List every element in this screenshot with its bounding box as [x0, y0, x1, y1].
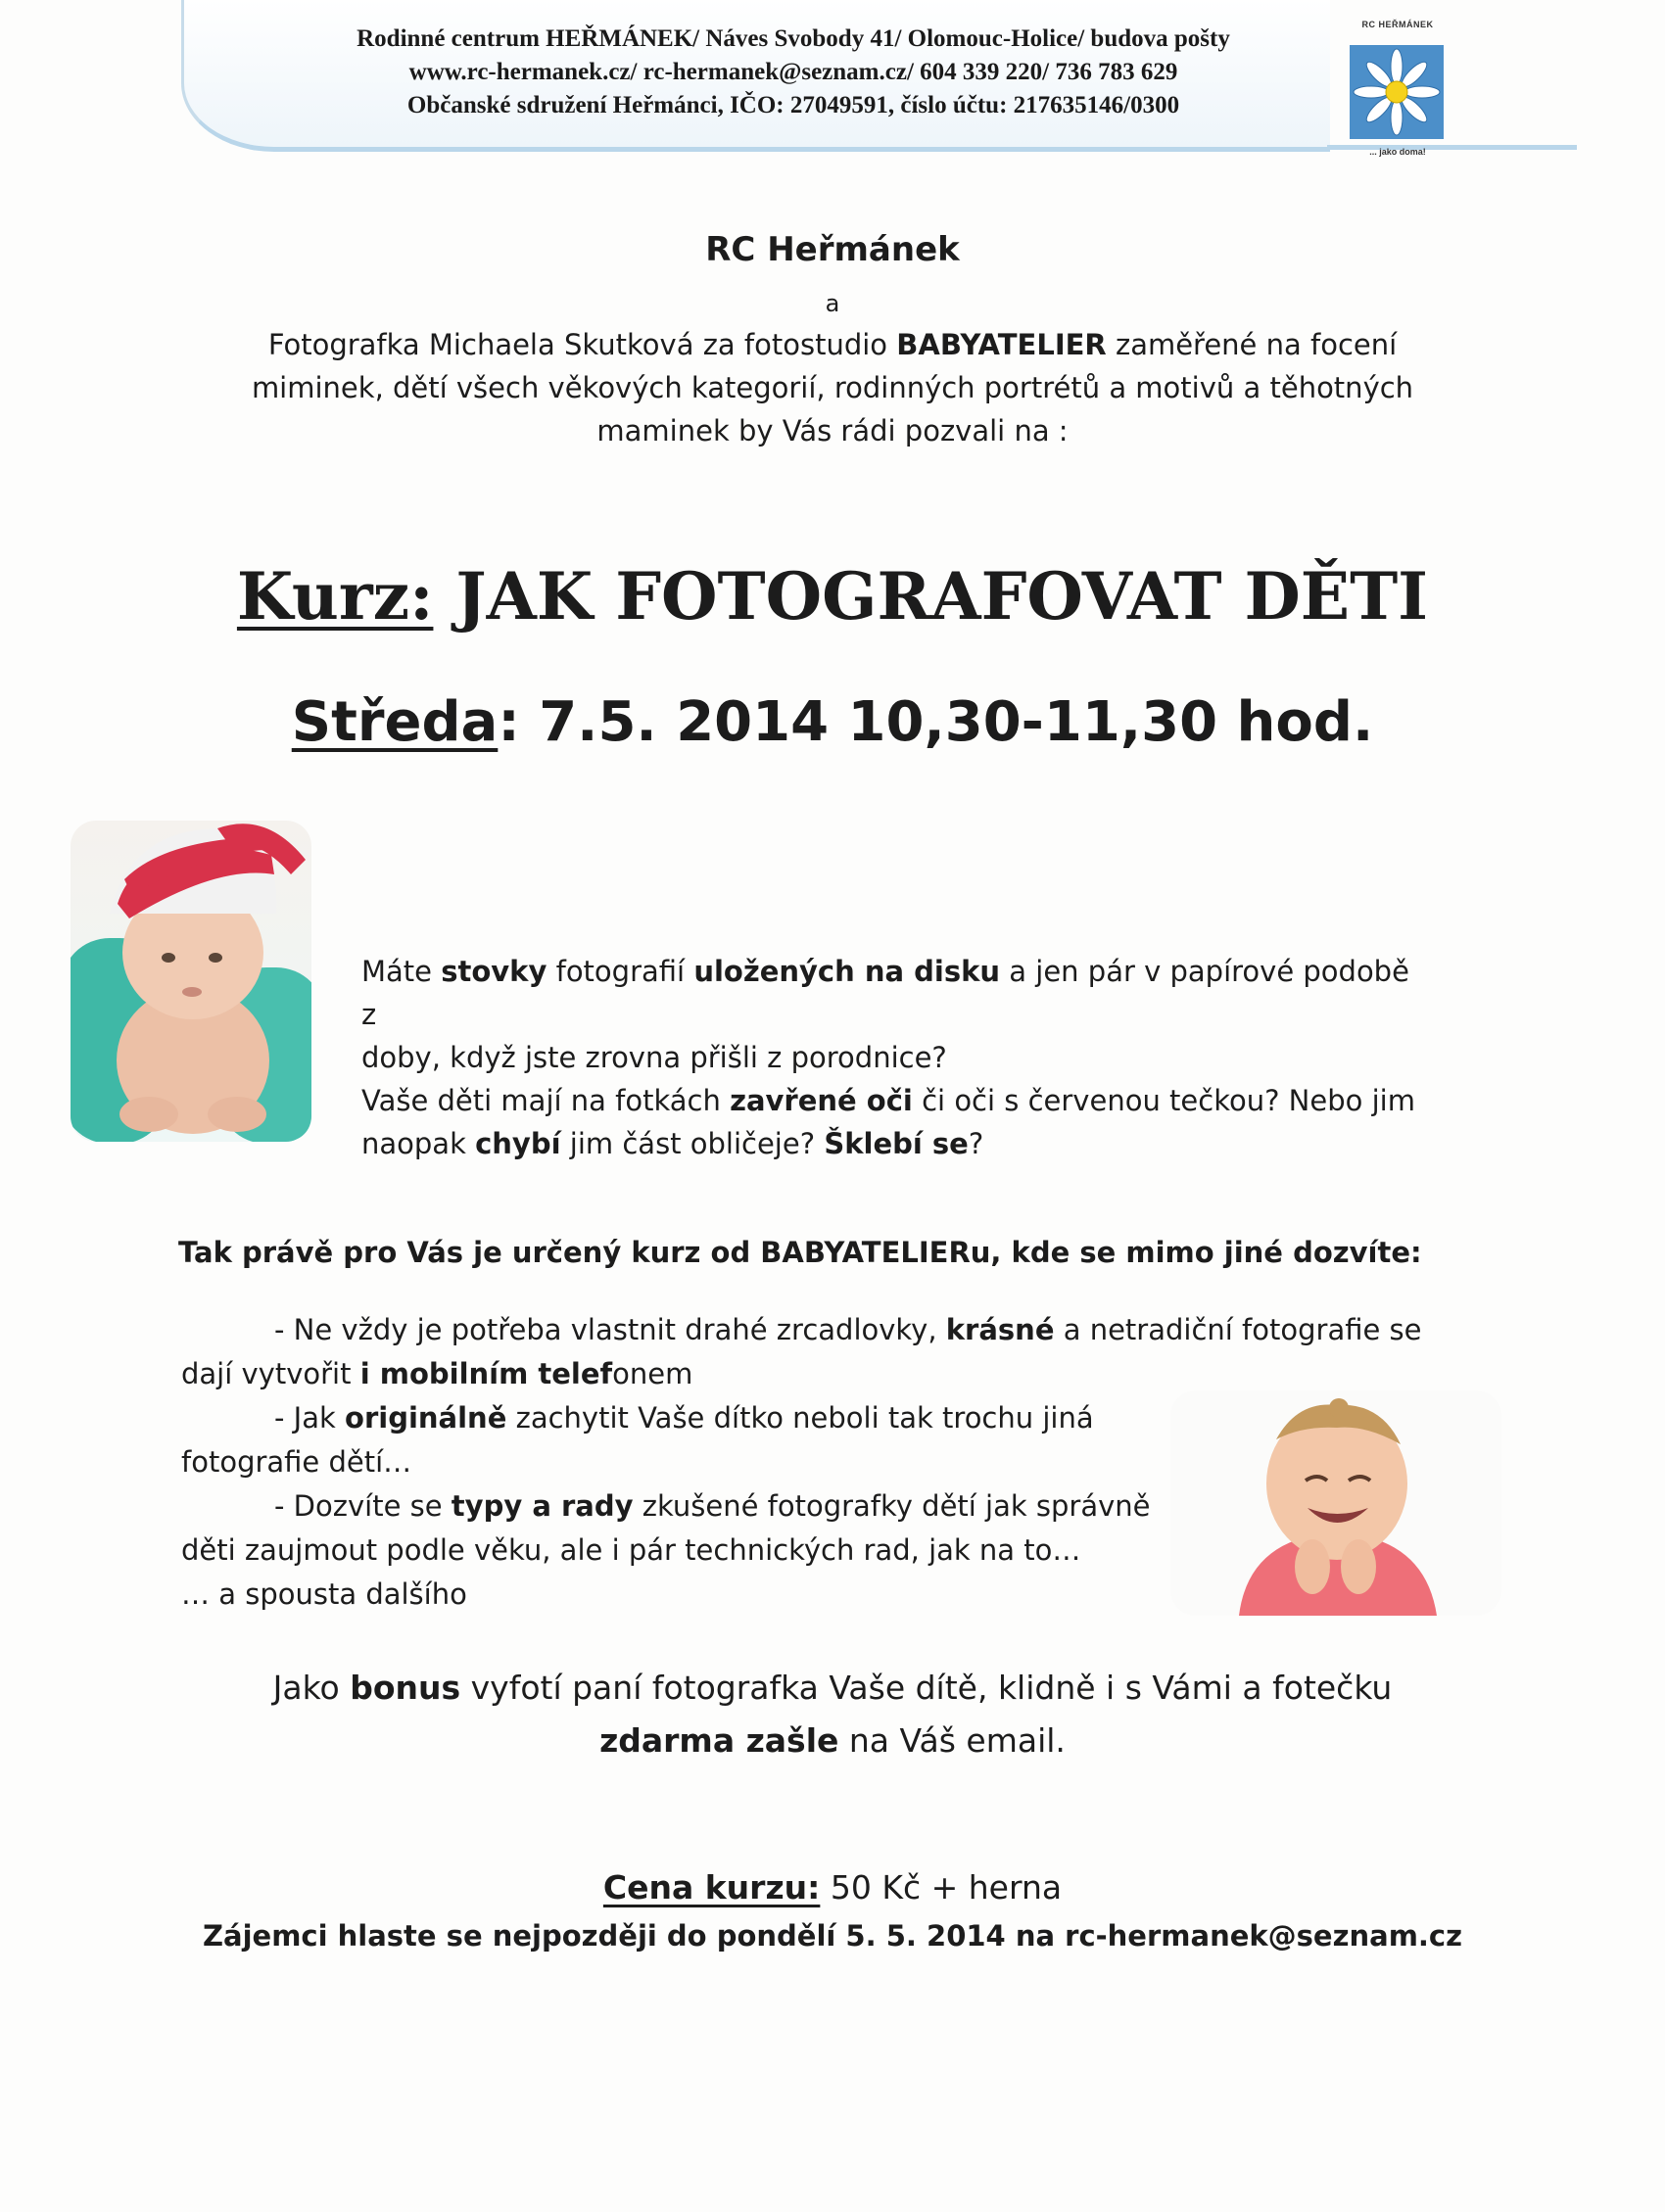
course-intro: Tak právě pro Vás je určený kurz od BABYATELIERu, kde se mimo jiné dozvíte: [178, 1236, 1422, 1269]
intro-line-2: miminek, dětí všech věkových kategorií, rodinných portrétů a motivů a těhotných [251, 371, 1414, 404]
emphasis-text: stovky [441, 955, 547, 988]
emphasis-text: krásné [945, 1313, 1055, 1346]
header-line-2: www.rc-hermanek.cz/ rc-hermanek@seznam.cz/ 604 339 220/ 736 783 629 [408, 59, 1178, 85]
smiling-toddler-photo [1170, 1390, 1501, 1616]
bullet-text: zachytit Vaše dítko neboli tak trochu jiná [506, 1401, 1094, 1435]
bullet-1-line-1 [274, 1308, 1422, 1351]
emphasis-text: originálně [345, 1401, 507, 1435]
paragraph-text: ? [968, 1127, 984, 1160]
emphasis-text: Šklebí se [824, 1127, 969, 1160]
paragraph-eyes [361, 1079, 1419, 1165]
bullet-text: - Dozvíte se [274, 1489, 452, 1523]
logo-tagline: ... jako doma! [1369, 147, 1426, 157]
emphasis-text: uložených na disku [693, 955, 1001, 988]
intro-text [196, 323, 1469, 452]
logo-caption: RC HEŘMÁNEK [1361, 20, 1434, 29]
bonus-text-part: vyfotí paní fotografka Vaše dítě, klidně i s Vámi a fotečku [460, 1669, 1393, 1707]
paragraph-photos-line-2: doby, když jste zrovna přišli z porodnice? [361, 1041, 947, 1074]
course-title-label: Kurz: [236, 558, 434, 635]
emphasis-text: zdarma zašle [599, 1721, 839, 1760]
intro-line-1 [196, 323, 1469, 366]
bullet-3-line-2: děti zaujmout podle věku, ale i pár technických rad, jak na to… [181, 1533, 1081, 1567]
bullet-2-line-2: fotografie dětí… [181, 1445, 412, 1479]
emphasis-text: typy a rady [451, 1489, 634, 1523]
course-date [196, 690, 1469, 754]
paragraph-eyes-line-1 [361, 1079, 1419, 1122]
and-connector: a [825, 290, 840, 317]
paragraph-photos-line-1 [361, 950, 1419, 1036]
paragraph-eyes-line-2 [361, 1122, 1419, 1165]
bullet-text: zkušené fotografky dětí jak správně [633, 1489, 1151, 1523]
course-title-text: JAK FOTOGRAFOVAT DĚTI [433, 558, 1429, 635]
bullet-3-line-1 [274, 1484, 1151, 1528]
bonus-line-2 [196, 1715, 1469, 1767]
paragraph-text: a jen pár v papírové podobě z [361, 955, 1409, 1031]
header-line-3: Občanské sdružení Heřmánci, IČO: 27049591, číslo účtu: 217635146/0300 [406, 92, 1180, 118]
registration-contact: Zájemci hlaste se nejpozději do pondělí 5. 5. 2014 na rc-hermanek@seznam.cz [202, 1919, 1462, 1953]
emphasis-text: chybí [475, 1127, 561, 1160]
paragraph-text: fotografií [547, 955, 694, 988]
course-date-label: Středa [291, 690, 499, 754]
price-value: 50 Kč + herna [820, 1868, 1063, 1906]
bullet-text: dají vytvořit [181, 1357, 360, 1390]
baby-with-striped-hat-photo [71, 821, 311, 1142]
intro-text-part: zaměřené na focení [1106, 328, 1398, 361]
bullet-4: … a spousta dalšího [181, 1577, 467, 1611]
header-line-1: Rodinné centrum HEŘMÁNEK/ Náves Svobody 41/ Olomouc-Holice/ budova pošty [357, 25, 1230, 52]
bullet-text: onem [612, 1357, 693, 1390]
bullet-text: - Jak [274, 1401, 346, 1435]
paragraph-text: či oči s červenou tečkou? Nebo jim [912, 1084, 1415, 1117]
org-name: RC Heřmánek [705, 230, 960, 269]
course-title [196, 558, 1469, 635]
daisy-flower-icon [1350, 45, 1444, 139]
course-price [196, 1868, 1469, 1906]
emphasis-text: bonus [350, 1669, 461, 1707]
course-date-text: : 7.5. 2014 10,30-11,30 hod. [498, 690, 1374, 754]
paragraph-text: naopak [361, 1127, 476, 1160]
paragraph-text: jim část obličeje? [560, 1127, 825, 1160]
paragraph-text: Vaše děti mají na fotkách [361, 1084, 731, 1117]
bullet-1-line-2 [181, 1352, 692, 1395]
emphasis-text: i mobilním telef [359, 1357, 613, 1390]
bonus-line-1 [196, 1662, 1469, 1715]
studio-name: BABYATELIER [896, 328, 1107, 361]
emphasis-text: zavřené oči [730, 1084, 913, 1117]
bullet-text: a netradiční fotografie se [1054, 1313, 1422, 1346]
bonus-text-part: Jako [272, 1669, 351, 1707]
bonus-text-part: na Váš email. [838, 1721, 1066, 1760]
paragraph-photos [361, 950, 1419, 1079]
paragraph-text: Máte [361, 955, 442, 988]
price-label: Cena kurzu: [602, 1868, 821, 1906]
bonus-text [196, 1662, 1469, 1767]
bullet-2-line-1 [274, 1396, 1094, 1439]
bullet-text: - Ne vždy je potřeba vlastnit drahé zrcadlovky, [274, 1313, 946, 1346]
intro-text-part: Fotografka Michaela Skutková za fotostudio [267, 328, 897, 361]
intro-line-3: maminek by Vás rádi pozvali na : [596, 414, 1069, 447]
